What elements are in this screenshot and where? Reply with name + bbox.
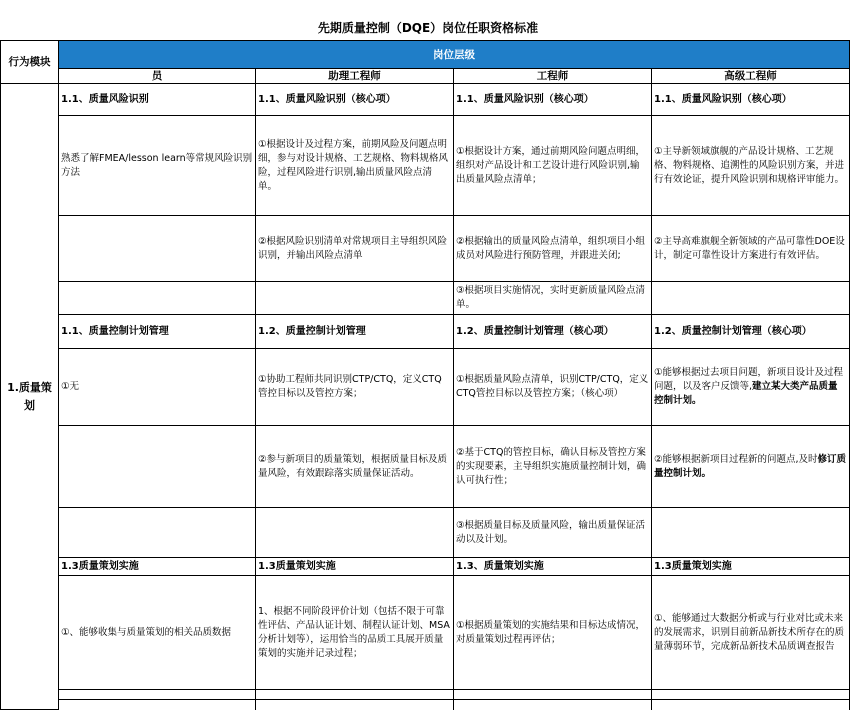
section-cell: 1.3质量策划实施 — [652, 558, 850, 576]
empty-cell — [454, 700, 652, 710]
criteria-bold-text: 修订质量控制计划。 — [654, 453, 847, 479]
criteria-cell — [652, 349, 850, 426]
criteria-cell: ①根据质量策划的实施结果和目标达成情况，对质量策划过程再评估； — [454, 576, 652, 690]
section-cell: 1.1、质量风险识别（核心项） — [652, 84, 850, 116]
empty-cell — [59, 700, 256, 710]
section-cell: 1.3、质量策划实施 — [454, 558, 652, 576]
criteria-cell — [256, 508, 454, 558]
criteria-cell — [59, 426, 256, 508]
module-header: 行为模块 — [1, 41, 59, 84]
level-header: 岗位层级 — [59, 41, 850, 69]
criteria-cell: ③根据项目实施情况，实时更新质量风险点清单。 — [454, 282, 652, 315]
criteria-cell: ①根据质量风险点清单，识别CTP/CTQ，定义CTQ管控目标以及管控方案；（核心项） — [454, 349, 652, 426]
criteria-cell: ①、能够通过大数据分析或与行业对比或未来的发展需求，识别目前新品新技术所存在的质量薄弱环节，完成新品新技术品质调查报告 — [652, 576, 850, 690]
criteria-cell — [652, 508, 850, 558]
section-cell: 1.1、质量风险识别 — [59, 84, 256, 116]
criteria-cell — [652, 426, 850, 508]
section-cell: 1.1、质量风险识别（核心项） — [256, 84, 454, 116]
empty-cell — [59, 690, 256, 700]
col-header-staff: 员 — [59, 69, 256, 84]
section-cell: 1.2、质量控制计划管理 — [256, 315, 454, 349]
criteria-cell: 1、根据不同阶段评价计划（包括不限于可靠性评估、产品认证计划、制程认证计划、MSA分析计划等），运用恰当的品质工具展开质量策划的实施并记录过程； — [256, 576, 454, 690]
criteria-cell: ②根据风险识别清单对常规项目主导组织风险识别，并输出风险点清单 — [256, 216, 454, 282]
criteria-cell: ②基于CTQ的管控目标，确认目标及管控方案的实现要素，主导组织实施质量控制计划，确认可执行性； — [454, 426, 652, 508]
col-header-engineer: 工程师 — [454, 69, 652, 84]
section-cell: 1.2、质量控制计划管理（核心项） — [454, 315, 652, 349]
empty-cell — [652, 690, 850, 700]
section-cell: 1.3质量策划实施 — [59, 558, 256, 576]
empty-cell — [256, 700, 454, 710]
criteria-cell: ②根据输出的质量风险点清单，组织项目小组成员对风险进行预防管理，并跟进关闭; — [454, 216, 652, 282]
criteria-cell — [59, 508, 256, 558]
col-header-senior-engineer: 高级工程师 — [652, 69, 850, 84]
criteria-cell: ①无 — [59, 349, 256, 426]
qualification-table — [0, 40, 850, 710]
criteria-cell — [59, 282, 256, 315]
criteria-cell: ③根据质量目标及质量风险，输出质量保证活动以及计划。 — [454, 508, 652, 558]
criteria-cell: ①协助工程师共同识别CTP/CTQ，定义CTQ管控目标以及管控方案； — [256, 349, 454, 426]
module-name-text: 1.质量策划 — [7, 380, 52, 412]
criteria-cell: ①主导新领域旗舰的产品设计规格、工艺规格、物料规格、追溯性的风险识别方案，并进行有效论证，提升风险识别和规格评审能力。 — [652, 116, 850, 216]
section-cell: 1.1、质量控制计划管理 — [59, 315, 256, 349]
criteria-cell: 熟悉了解FMEA/lesson learn等常规风险识别方法 — [59, 116, 256, 216]
empty-cell — [256, 690, 454, 700]
empty-cell — [454, 690, 652, 700]
page-title: 先期质量控制（DQE）岗位任职资格标准 — [317, 21, 539, 35]
criteria-cell: ②主导高难旗舰全新领域的产品可靠性DOE设计，制定可靠性设计方案进行有效评估。 — [652, 216, 850, 282]
section-cell: 1.2、质量控制计划管理（核心项） — [652, 315, 850, 349]
criteria-cell: ①、能够收集与质量策划的相关品质数据 — [59, 576, 256, 690]
section-cell: 1.1、质量风险识别（核心项） — [454, 84, 652, 116]
criteria-text: ①能够根据过去项目问题，新项目设计及过程问题，以及客户反馈等, — [654, 367, 844, 392]
criteria-cell: ①根据设计方案，通过前期风险问题点明细，组织对产品设计和工艺设计进行风险识别,输出质量风险点清单； — [454, 116, 652, 216]
criteria-cell — [652, 282, 850, 315]
empty-cell — [652, 700, 850, 710]
criteria-cell: ②参与新项目的质量策划，根据质量目标及质量风险，有效跟踪落实质量保证活动。 — [256, 426, 454, 508]
module-name — [1, 84, 59, 710]
criteria-text: ②能够根据新项目过程新的问题点,及时 — [654, 453, 818, 465]
section-cell: 1.3质量策划实施 — [256, 558, 454, 576]
criteria-cell — [59, 216, 256, 282]
col-header-assistant-engineer: 助理工程师 — [256, 69, 454, 84]
criteria-bold-text: 建立某大类产品质量控制计划。 — [654, 381, 838, 406]
criteria-cell: ①根据设计及过程方案，前期风险及问题点明细，参与对设计规格、工艺规格、物料规格风险，过程风险进行识别,输出质量风险点清单。 — [256, 116, 454, 216]
criteria-cell — [256, 282, 454, 315]
